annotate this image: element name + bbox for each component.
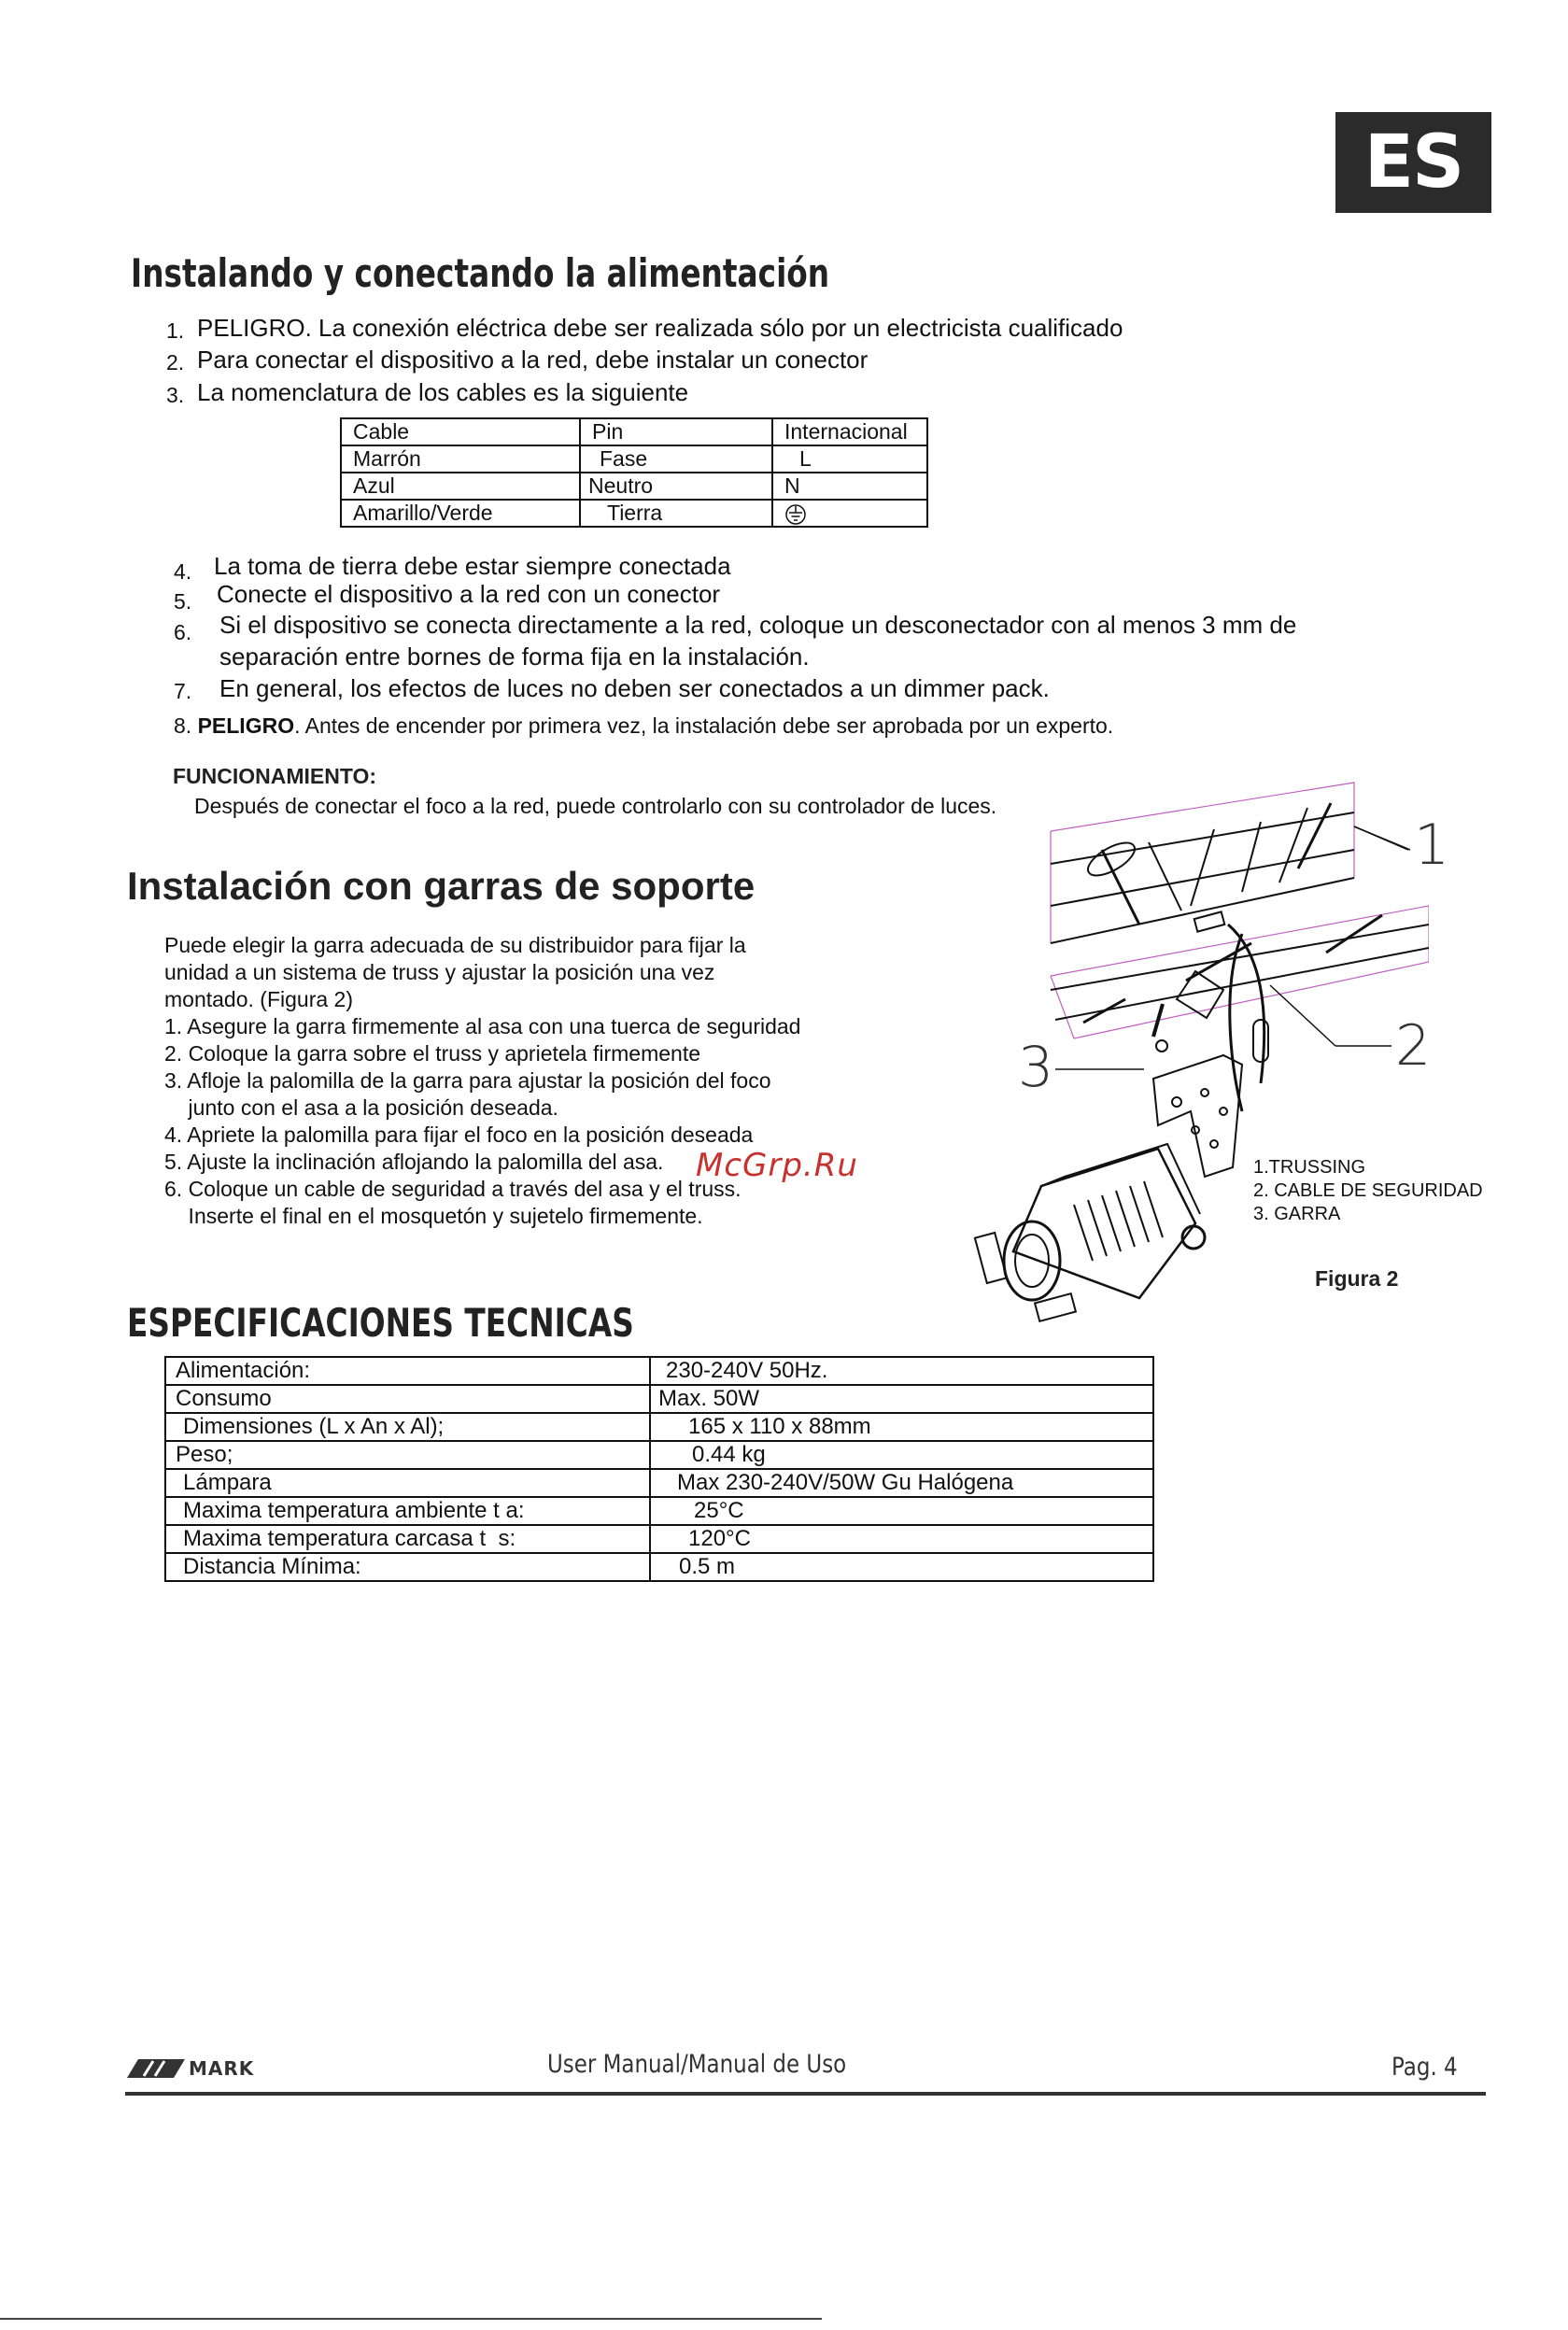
table-cell: L: [772, 445, 927, 473]
spec-label: Maxima temperatura ambiente t a:: [165, 1497, 650, 1525]
warning-label: PELIGRO: [197, 713, 295, 738]
brand-logo: [127, 2058, 254, 2079]
table-row: [165, 1525, 1153, 1553]
spec-value: Max. 50W: [650, 1385, 1153, 1413]
list-text: Si el dispositivo se conecta directamente a la red, coloque un desconectador con al menos 3 mm de: [219, 611, 1297, 639]
list-number: 5.: [174, 589, 192, 614]
table-cell: [772, 500, 927, 527]
callout-number: 1: [1414, 812, 1450, 878]
instruction-line: 6. Coloque un cable de seguridad a través del asa y el truss.: [164, 1177, 742, 1201]
table-cell: Tierra: [580, 500, 772, 527]
instruction-line: 4. Apriete la palomilla para fijar el foco en la posición deseada: [164, 1123, 754, 1147]
spec-value: 0.44 kg: [650, 1441, 1153, 1469]
spec-value: 25°C: [650, 1497, 1153, 1525]
table-row: [341, 500, 927, 527]
list-number: 7.: [174, 679, 192, 703]
table-header: Cable: [341, 418, 580, 445]
spec-value: 0.5 m: [650, 1553, 1153, 1581]
section-title-specs: ESPECIFICACIONES TECNICAS: [127, 1300, 634, 1346]
table-cell: Fase: [580, 445, 772, 473]
table-cell: Neutro: [580, 473, 772, 500]
footer-divider: [125, 2092, 1486, 2096]
table-header: Pin: [580, 418, 772, 445]
funcionamiento-text: Después de conectar el foco a la red, puede controlarlo con su controlador de luces.: [194, 794, 997, 818]
list-number: 6.: [174, 620, 192, 644]
list-number: 3.: [166, 383, 185, 407]
list-text: PELIGRO. La conexión eléctrica debe ser realizada sólo por un electricista cualificado: [197, 314, 1123, 342]
footer-title: User Manual/Manual de Uso: [547, 2050, 847, 2079]
table-row: [165, 1357, 1153, 1385]
list-number: 4.: [174, 559, 192, 584]
table-row: [165, 1497, 1153, 1525]
table-row: [165, 1413, 1153, 1441]
figure-caption: Figura 2: [1315, 1266, 1399, 1291]
table-cell: Azul: [341, 473, 580, 500]
funcionamiento-title: FUNCIONAMIENTO:: [173, 764, 377, 788]
language-badge: ES: [1335, 112, 1491, 213]
spec-value: 230-240V 50Hz.: [650, 1357, 1153, 1385]
earth-ground-icon: [784, 503, 807, 526]
legend-item: 2. CABLE DE SEGURIDAD: [1253, 1180, 1483, 1201]
spec-value: 165 x 110 x 88mm: [650, 1413, 1153, 1441]
instruction-line: 1. Asegure la garra firmemente al asa con una tuerca de seguridad: [164, 1014, 801, 1038]
brand-name: MARK: [189, 2057, 255, 2080]
spec-label: Alimentación:: [165, 1357, 650, 1385]
watermark: McGrp.Ru: [696, 1147, 858, 1184]
callout-number: 3: [1018, 1035, 1054, 1100]
table-cell: Amarillo/Verde: [341, 500, 580, 527]
page-number: Pag. 4: [1391, 2053, 1458, 2082]
scan-edge-line: [0, 2318, 822, 2320]
instruction-line: Puede elegir la garra adecuada de su distribuidor para fijar la: [164, 933, 746, 957]
table-header: Internacional: [772, 418, 927, 445]
cable-table: [340, 417, 928, 528]
instruction-line: junto con el asa a la posición deseada.: [164, 1095, 558, 1120]
instruction-line: unidad a un sistema de truss y ajustar la posición una vez: [164, 960, 715, 984]
spec-label: Maxima temperatura carcasa t s:: [165, 1525, 650, 1553]
legend-item: 3. GARRA: [1253, 1204, 1341, 1224]
list-number: 1.: [166, 318, 185, 343]
spec-label: Dimensiones (L x An x Al);: [165, 1413, 650, 1441]
list-text: En general, los efectos de luces no deben ser conectados a un dimmer pack.: [219, 674, 1050, 702]
instruction-line: montado. (Figura 2): [164, 987, 353, 1011]
instruction-line: Inserte el final en el mosquetón y sujetelo firmemente.: [164, 1204, 703, 1228]
instruction-line: 3. Afloje la palomilla de la garra para ajustar la posición del foco: [164, 1068, 771, 1093]
list-text: Para conectar el dispositivo a la red, debe instalar un conector: [197, 346, 869, 374]
table-row: [341, 445, 927, 473]
instruction-line: 5. Ajuste la inclinación aflojando la palomilla del asa.: [164, 1150, 664, 1174]
instruction-line: 2. Coloque la garra sobre el truss y aprietela firmemente: [164, 1041, 701, 1066]
list-text: La toma de tierra debe estar siempre conectada: [214, 552, 731, 580]
spec-label: Consumo: [165, 1385, 650, 1413]
table-cell: N: [772, 473, 927, 500]
clamp-instructions: [164, 932, 800, 1230]
spec-value: 120°C: [650, 1525, 1153, 1553]
list-text: Conecte el dispositivo a la red con un conector: [217, 580, 721, 608]
table-row: [165, 1385, 1153, 1413]
list-text: . Antes de encender por primera vez, la instalación debe ser aprobada por un experto.: [294, 713, 1114, 738]
section-title-clamp: Instalación con garras de soporte: [127, 864, 756, 908]
list-text: La nomenclatura de los cables es la siguiente: [197, 378, 689, 406]
brand-mark-icon: [127, 2059, 185, 2078]
legend-item: 1.TRUSSING: [1253, 1157, 1366, 1178]
list-number: 8.: [174, 713, 192, 738]
figure-legend: [1253, 1156, 1483, 1226]
spec-label: Lámpara: [165, 1469, 650, 1497]
callout-number: 2: [1395, 1013, 1432, 1079]
table-row: [165, 1441, 1153, 1469]
table-row: [341, 473, 927, 500]
spec-value: Max 230-240V/50W Gu Halógena: [650, 1469, 1153, 1497]
table-row: [165, 1469, 1153, 1497]
table-header-row: [341, 418, 927, 445]
spec-label: Peso;: [165, 1441, 650, 1469]
spec-label: Distancia Mínima:: [165, 1553, 650, 1581]
list-item: [174, 712, 1113, 740]
list-text-continued: separación entre bornes de forma fija en la instalación.: [219, 643, 810, 671]
section-title-installation: Instalando y conectando la alimentación: [131, 250, 830, 296]
table-cell: Marrón: [341, 445, 580, 473]
table-row: [165, 1553, 1153, 1581]
spec-table: [164, 1356, 1154, 1582]
list-number: 2.: [166, 350, 185, 374]
